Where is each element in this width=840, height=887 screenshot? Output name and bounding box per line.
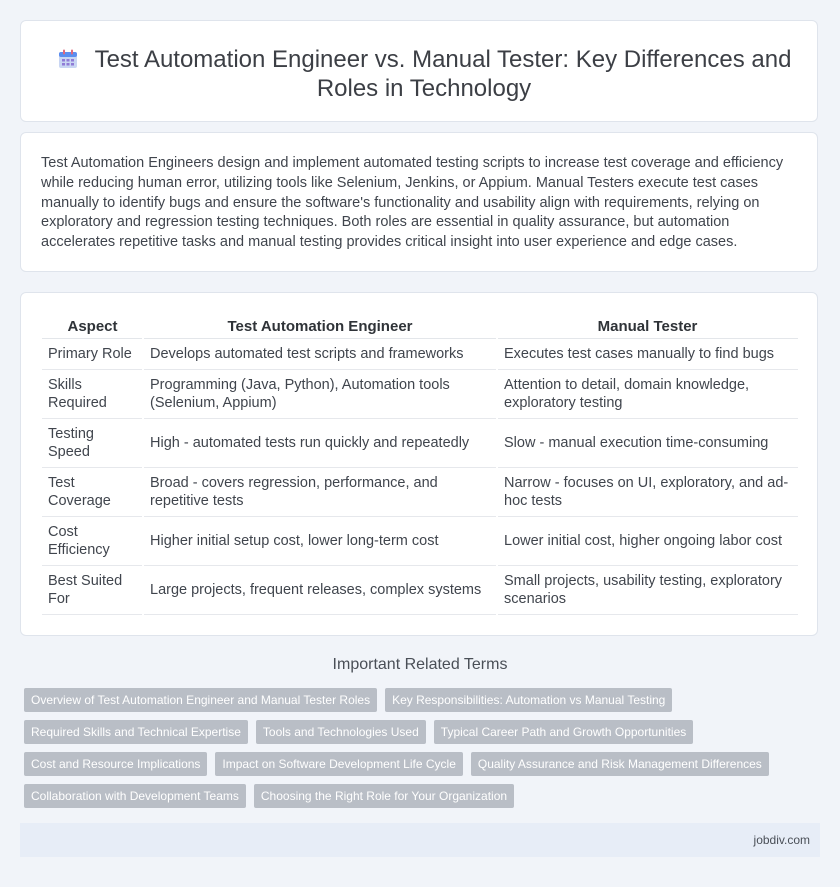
manual-cell: Small projects, usability testing, exploratory scenarios [497, 566, 798, 615]
automation-cell: Higher initial setup cost, lower long-term cost [143, 517, 497, 566]
header-aspect: Aspect [42, 314, 143, 339]
aspect-cell: Cost Efficiency [42, 517, 143, 566]
aspect-cell: Best Suited For [42, 566, 143, 615]
automation-cell: Programming (Java, Python), Automation tools (Selenium, Appium) [143, 370, 497, 419]
footer-bar [20, 823, 820, 857]
header-test-automation-engineer: Test Automation Engineer [143, 314, 497, 339]
aspect-cell: Testing Speed [42, 419, 143, 468]
table-row [42, 339, 798, 370]
header-manual-tester: Manual Tester [497, 314, 798, 339]
related-term-tag[interactable]: Typical Career Path and Growth Opportunities [434, 720, 693, 744]
related-term-tag[interactable]: Key Responsibilities: Automation vs Manual Testing [385, 688, 672, 712]
comparison-table-card [20, 292, 818, 636]
table-header-row [42, 314, 798, 339]
related-term-tag[interactable]: Tools and Technologies Used [256, 720, 426, 744]
related-terms-list [24, 688, 820, 808]
automation-cell: High - automated tests run quickly and repeatedly [143, 419, 497, 468]
manual-cell: Narrow - focuses on UI, exploratory, and ad-hoc tests [497, 468, 798, 517]
manual-cell: Attention to detail, domain knowledge, exploratory testing [497, 370, 798, 419]
related-terms-heading: Important Related Terms [332, 656, 508, 673]
manual-cell: Executes test cases manually to find bugs [497, 339, 798, 370]
related-term-tag[interactable]: Required Skills and Technical Expertise [24, 720, 248, 744]
related-term-tag[interactable]: Choosing the Right Role for Your Organization [254, 784, 514, 808]
table-row [42, 370, 798, 419]
manual-cell: Slow - manual execution time-consuming [497, 419, 798, 468]
aspect-cell: Test Coverage [42, 468, 143, 517]
related-term-tag[interactable]: Collaboration with Development Teams [24, 784, 246, 808]
table-row [42, 468, 798, 517]
automation-cell: Broad - covers regression, performance, and repetitive tests [143, 468, 497, 517]
header-card [20, 20, 818, 122]
aspect-cell: Primary Role [42, 339, 143, 370]
page-title-wrap [51, 45, 797, 103]
automation-cell: Large projects, frequent releases, complex systems [143, 566, 497, 615]
intro-card [20, 132, 818, 272]
table-row [42, 517, 798, 566]
calendar-icon [57, 48, 79, 70]
footer-site-link[interactable]: jobdiv.com [753, 833, 810, 847]
table-row [42, 419, 798, 468]
page-title: Test Automation Engineer vs. Manual Tester: Key Differences and Roles in Technology [94, 46, 792, 102]
related-term-tag[interactable]: Cost and Resource Implications [24, 752, 207, 776]
manual-cell: Lower initial cost, higher ongoing labor cost [497, 517, 798, 566]
related-term-tag[interactable]: Quality Assurance and Risk Management Differences [471, 752, 769, 776]
automation-cell: Develops automated test scripts and frameworks [143, 339, 497, 370]
related-term-tag[interactable]: Overview of Test Automation Engineer and Manual Tester Roles [24, 688, 377, 712]
comparison-table [42, 314, 798, 615]
related-term-tag[interactable]: Impact on Software Development Life Cycle [215, 752, 462, 776]
intro-paragraph: Test Automation Engineers design and implement automated testing scripts to increase test coverage and efficiency while reducing human error, utilizing tools like Selenium, Jenkins, or Appium. Manual Testers execute test cases manually to identify bugs and ensure the software's functionality and usability align with requirements, relying on exploratory and regression testing techniques. Both roles are essential in quality assurance, but automation accelerates repetitive tasks and manual testing provides critical insight into user experience and edge cases. [41, 155, 784, 251]
table-row [42, 566, 798, 615]
aspect-cell: Skills Required [42, 370, 143, 419]
